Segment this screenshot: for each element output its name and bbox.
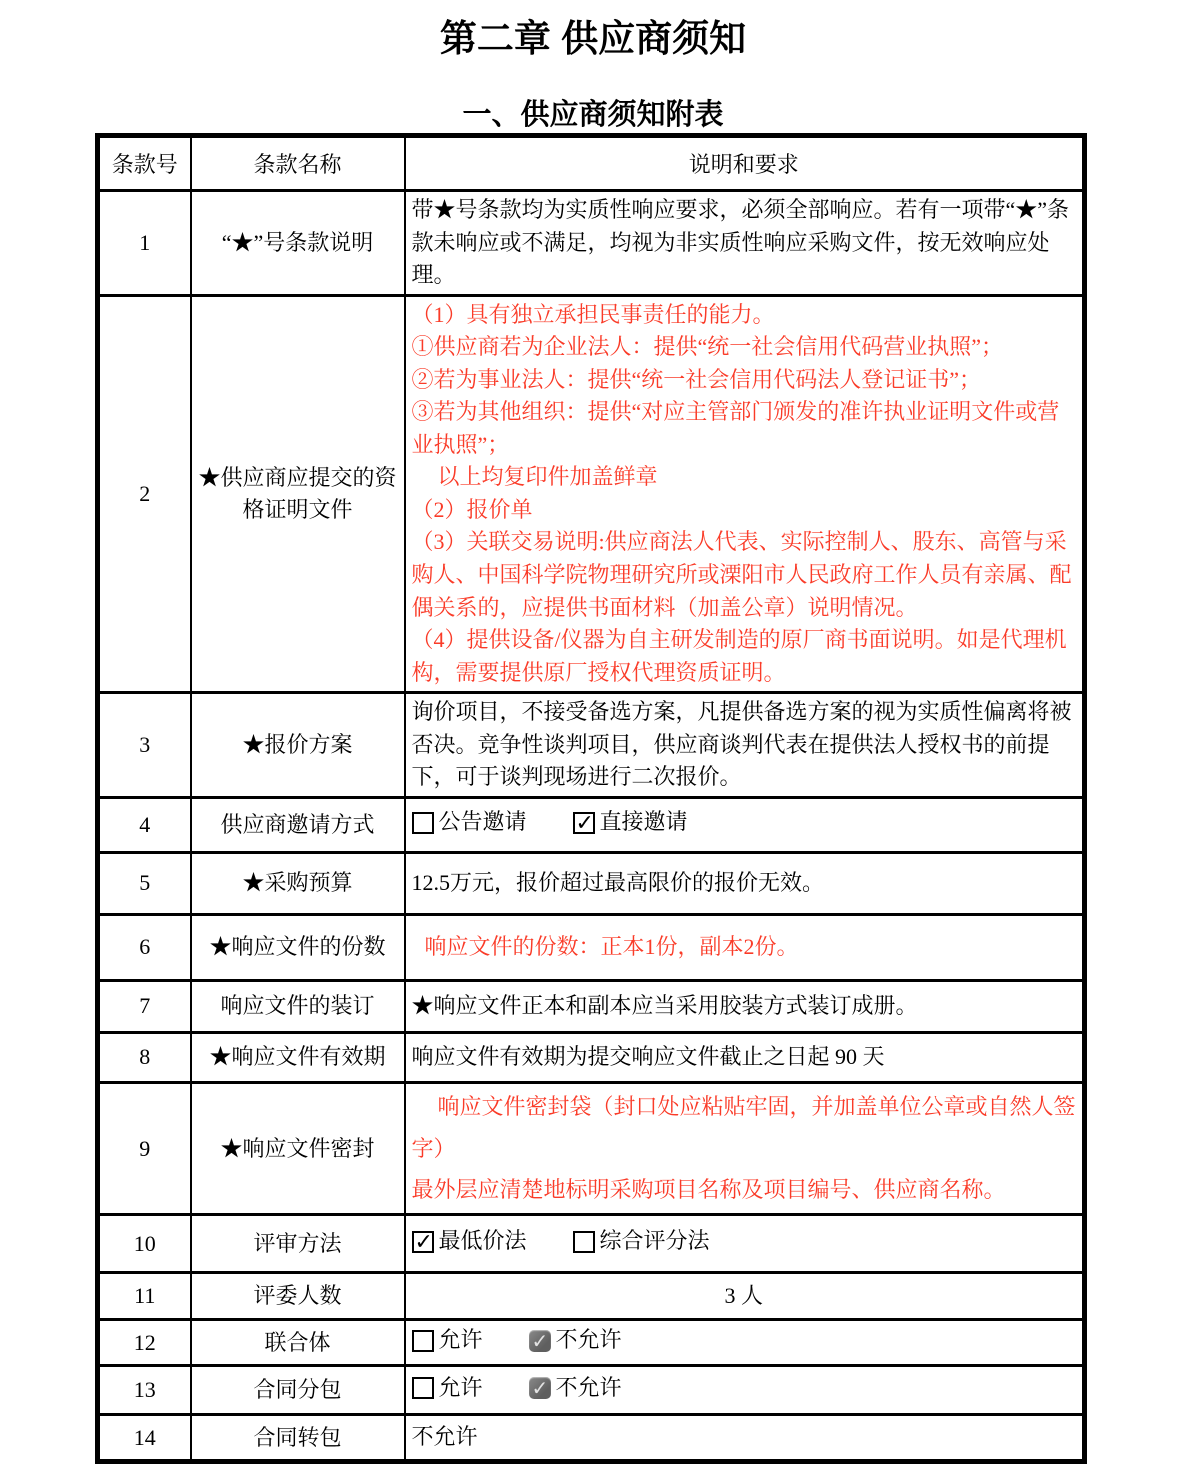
clause-no-cell: 2	[98, 295, 191, 693]
option-item	[412, 806, 527, 839]
clause-name-cell: ★响应文件密封	[191, 1082, 405, 1214]
clause-no-cell: 1	[98, 191, 191, 296]
section-title: 一、供应商须知附表	[462, 99, 724, 131]
col-header-clause-name: 条款名称	[191, 136, 405, 191]
content-line: 以上均复印件加盖鲜章	[437, 464, 658, 490]
supplier-notice-table	[95, 133, 1087, 1464]
clause-content-cell	[405, 914, 1085, 980]
clause-name-cell: 合同分包	[191, 1366, 405, 1415]
clause-content-cell	[405, 852, 1085, 914]
option-item	[412, 1324, 483, 1357]
table-row	[98, 1415, 1085, 1462]
clause-no-cell: 9	[98, 1082, 191, 1214]
option-label: 公告邀请	[438, 809, 527, 835]
table-row	[98, 1320, 1085, 1366]
checkbox-unchecked-icon	[573, 1231, 595, 1253]
table-body	[98, 191, 1085, 1462]
table-row	[98, 852, 1085, 914]
checkbox-solid-checked-icon	[529, 1330, 551, 1352]
checkbox-checked-icon	[412, 1231, 434, 1253]
checkbox-unchecked-icon	[412, 1330, 434, 1352]
table-row	[98, 295, 1085, 693]
clause-name-cell: “★”号条款说明	[191, 191, 405, 296]
content-line: （4）提供设备/仪器为自主研发制造的原厂商书面说明。如是代理机构，需要提供原厂授权代理资质证明。	[411, 627, 1067, 685]
clause-name-cell: ★报价方案	[191, 693, 405, 798]
clause-name-cell: 评审方法	[191, 1215, 405, 1273]
clause-no-cell: 10	[98, 1215, 191, 1273]
clause-name-cell: 响应文件的装订	[191, 980, 405, 1032]
option-item	[529, 1324, 622, 1357]
content-line: 不允许	[411, 1424, 478, 1450]
table-header-row	[98, 136, 1085, 191]
clause-name-cell: ★供应商应提交的资格证明文件	[191, 295, 405, 693]
content-line: 响应文件的份数：正本1份，副本2份。	[424, 934, 799, 960]
option-item	[573, 1225, 710, 1258]
option-label: 综合评分法	[599, 1228, 710, 1254]
table-row	[98, 980, 1085, 1032]
table-row	[98, 1082, 1085, 1214]
clause-content-cell	[405, 693, 1085, 798]
table-row	[98, 1032, 1085, 1082]
option-label: 不允许	[555, 1374, 622, 1400]
clause-content-cell	[405, 1366, 1085, 1415]
clause-no-cell: 12	[98, 1320, 191, 1366]
option-label: 最低价法	[438, 1228, 527, 1254]
clause-no-cell: 8	[98, 1032, 191, 1082]
table-row	[98, 914, 1085, 980]
option-label: 允许	[438, 1374, 483, 1400]
content-line: （1）具有独立承担民事责任的能力。	[411, 301, 775, 327]
clause-content-cell	[405, 1215, 1085, 1273]
option-item	[573, 806, 688, 839]
table-row	[98, 191, 1085, 296]
content-line: 响应文件密封袋（封口处应粘贴牢固，并加盖单位公章或自然人签字）	[411, 1093, 1076, 1161]
clause-content-cell	[405, 1320, 1085, 1366]
option-label: 不允许	[555, 1327, 622, 1353]
clause-name-cell: 评委人数	[191, 1273, 405, 1320]
clause-content-cell	[405, 1082, 1085, 1214]
clause-name-cell: 合同转包	[191, 1415, 405, 1462]
content-line: （3）关联交易说明:供应商法人代表、实际控制人、股东、高管与采购人、中国科学院物理研究所或溧阳市人民政府工作人员有亲属、配偶关系的，应提供书面材料（加盖公章）说明情况。	[411, 529, 1072, 620]
clause-name-cell: ★响应文件有效期	[191, 1032, 405, 1082]
clause-no-cell: 6	[98, 914, 191, 980]
table-row	[98, 693, 1085, 798]
clause-content-cell	[405, 1273, 1085, 1320]
clause-no-cell: 11	[98, 1273, 191, 1320]
clause-content-cell	[405, 1032, 1085, 1082]
table-row	[98, 1215, 1085, 1273]
col-header-description: 说明和要求	[405, 136, 1085, 191]
checkbox-unchecked-icon	[412, 1377, 434, 1399]
option-item	[412, 1372, 483, 1405]
clause-content-cell	[405, 1415, 1085, 1462]
clause-content-cell	[405, 191, 1085, 296]
table-row	[98, 797, 1085, 852]
content-line: 带★号条款均为实质性响应要求，必须全部响应。若有一项带“★”条款未响应或不满足，均视为非实质性响应采购文件，按无效响应处理。	[411, 197, 1070, 288]
chapter-title: 第二章 供应商须知	[439, 18, 747, 59]
content-line: （2）报价单	[411, 496, 533, 522]
table-row	[98, 1366, 1085, 1415]
content-line: ②若为事业法人：提供“统一社会信用代码法人登记证书”；	[411, 366, 982, 392]
checkbox-checked-icon	[573, 812, 595, 834]
table-row	[98, 1273, 1085, 1320]
content-line: 3 人	[724, 1282, 763, 1308]
clause-no-cell: 4	[98, 797, 191, 852]
clause-no-cell: 3	[98, 693, 191, 798]
clause-no-cell: 7	[98, 980, 191, 1032]
content-line: 12.5万元，报价超过最高限价的报价无效。	[411, 870, 825, 896]
clause-no-cell: 13	[98, 1366, 191, 1415]
content-line: ③若为其他组织：提供“对应主管部门颁发的准许执业证明文件或营业执照”；	[411, 399, 1060, 457]
clause-name-cell: 供应商邀请方式	[191, 797, 405, 852]
clause-name-cell: ★响应文件的份数	[191, 914, 405, 980]
clause-no-cell: 14	[98, 1415, 191, 1462]
clause-content-cell	[405, 980, 1085, 1032]
clause-content-cell	[405, 295, 1085, 693]
col-header-clause-no: 条款号	[98, 136, 191, 191]
content-line: 最外层应清楚地标明采购项目名称及项目编号、供应商名称。	[411, 1177, 1006, 1203]
clause-name-cell: 联合体	[191, 1320, 405, 1366]
content-line: 响应文件有效期为提交响应文件截止之日起 90 天	[411, 1044, 885, 1070]
option-label: 允许	[438, 1327, 483, 1353]
checkbox-unchecked-icon	[412, 812, 434, 834]
option-label: 直接邀请	[599, 809, 688, 835]
clause-content-cell	[405, 797, 1085, 852]
content-line: ①供应商若为企业法人：提供“统一社会信用代码营业执照”；	[411, 334, 1004, 360]
option-item	[412, 1225, 527, 1258]
checkbox-solid-checked-icon	[529, 1377, 551, 1399]
clause-name-cell: ★采购预算	[191, 852, 405, 914]
content-line: 询价项目，不接受备选方案，凡提供备选方案的视为实质性偏离将被否决。竞争性谈判项目，供应商谈判代表在提供法人授权书的前提下，可于谈判现场进行二次报价。	[411, 699, 1072, 790]
option-item	[529, 1372, 622, 1405]
content-line: ★响应文件正本和副本应当采用胶装方式装订成册。	[411, 993, 918, 1019]
clause-no-cell: 5	[98, 852, 191, 914]
